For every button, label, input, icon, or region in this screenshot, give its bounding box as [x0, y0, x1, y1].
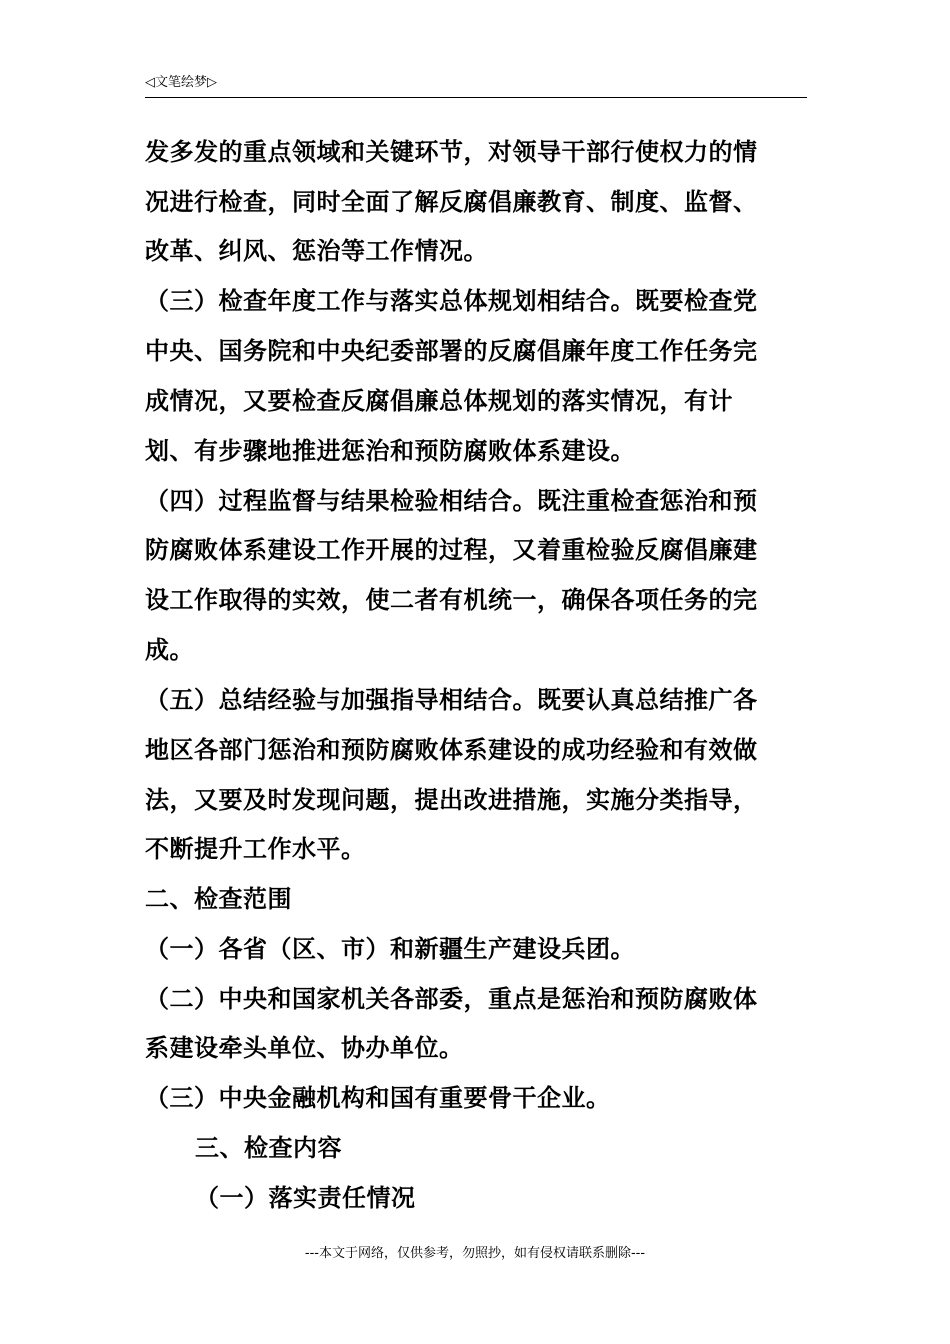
section-heading: 三、检查内容: [195, 1133, 342, 1162]
text-line: 成。: [145, 635, 194, 664]
subsection-heading: （一）落实责任情况: [195, 1183, 416, 1212]
text-line: 成情况，又要检查反腐倡廉总体规划的落实情况，有计: [145, 386, 733, 415]
text-line: 改革、纠风、惩治等工作情况。: [145, 236, 488, 265]
page-header: ◁文笔绘梦▷: [145, 75, 217, 90]
text-line: （三）中央金融机构和国有重要骨干企业。: [145, 1083, 611, 1112]
header-divider: [145, 97, 807, 98]
text-line: （三）检查年度工作与落实总体规划相结合。既要检查党: [145, 286, 758, 315]
text-line: 防腐败体系建设工作开展的过程，又着重检验反腐倡廉建: [145, 535, 758, 564]
text-line: （二）中央和国家机关各部委，重点是惩治和预防腐败体: [145, 984, 758, 1013]
text-line: 设工作取得的实效，使二者有机统一，确保各项任务的完: [145, 585, 758, 614]
text-line: （四）过程监督与结果检验相结合。既注重检查惩治和预: [145, 486, 758, 515]
text-line: 不断提升工作水平。: [145, 834, 366, 863]
text-line: 地区各部门惩治和预防腐败体系建设的成功经验和有效做: [145, 735, 758, 764]
section-heading: 二、检查范围: [145, 884, 292, 913]
text-line: （一）各省（区、市）和新疆生产建设兵团。: [145, 934, 635, 963]
text-line: 发多发的重点领域和关键环节，对领导干部行使权力的情: [145, 137, 758, 166]
text-line: （五）总结经验与加强指导相结合。既要认真总结推广各: [145, 685, 758, 714]
text-line: 况进行检查，同时全面了解反腐倡廉教育、制度、监督、: [145, 187, 758, 216]
text-line: 系建设牵头单位、协办单位。: [145, 1033, 464, 1062]
page-footer: ---本文于网络，仅供参考，勿照抄，如有侵权请联系删除---: [304, 1246, 646, 1261]
text-line: 划、有步骤地推进惩治和预防腐败体系建设。: [145, 436, 635, 465]
text-line: 法，又要及时发现问题，提出改进措施，实施分类指导，: [145, 785, 758, 814]
text-line: 中央、国务院和中央纪委部署的反腐倡廉年度工作任务完: [145, 336, 758, 365]
